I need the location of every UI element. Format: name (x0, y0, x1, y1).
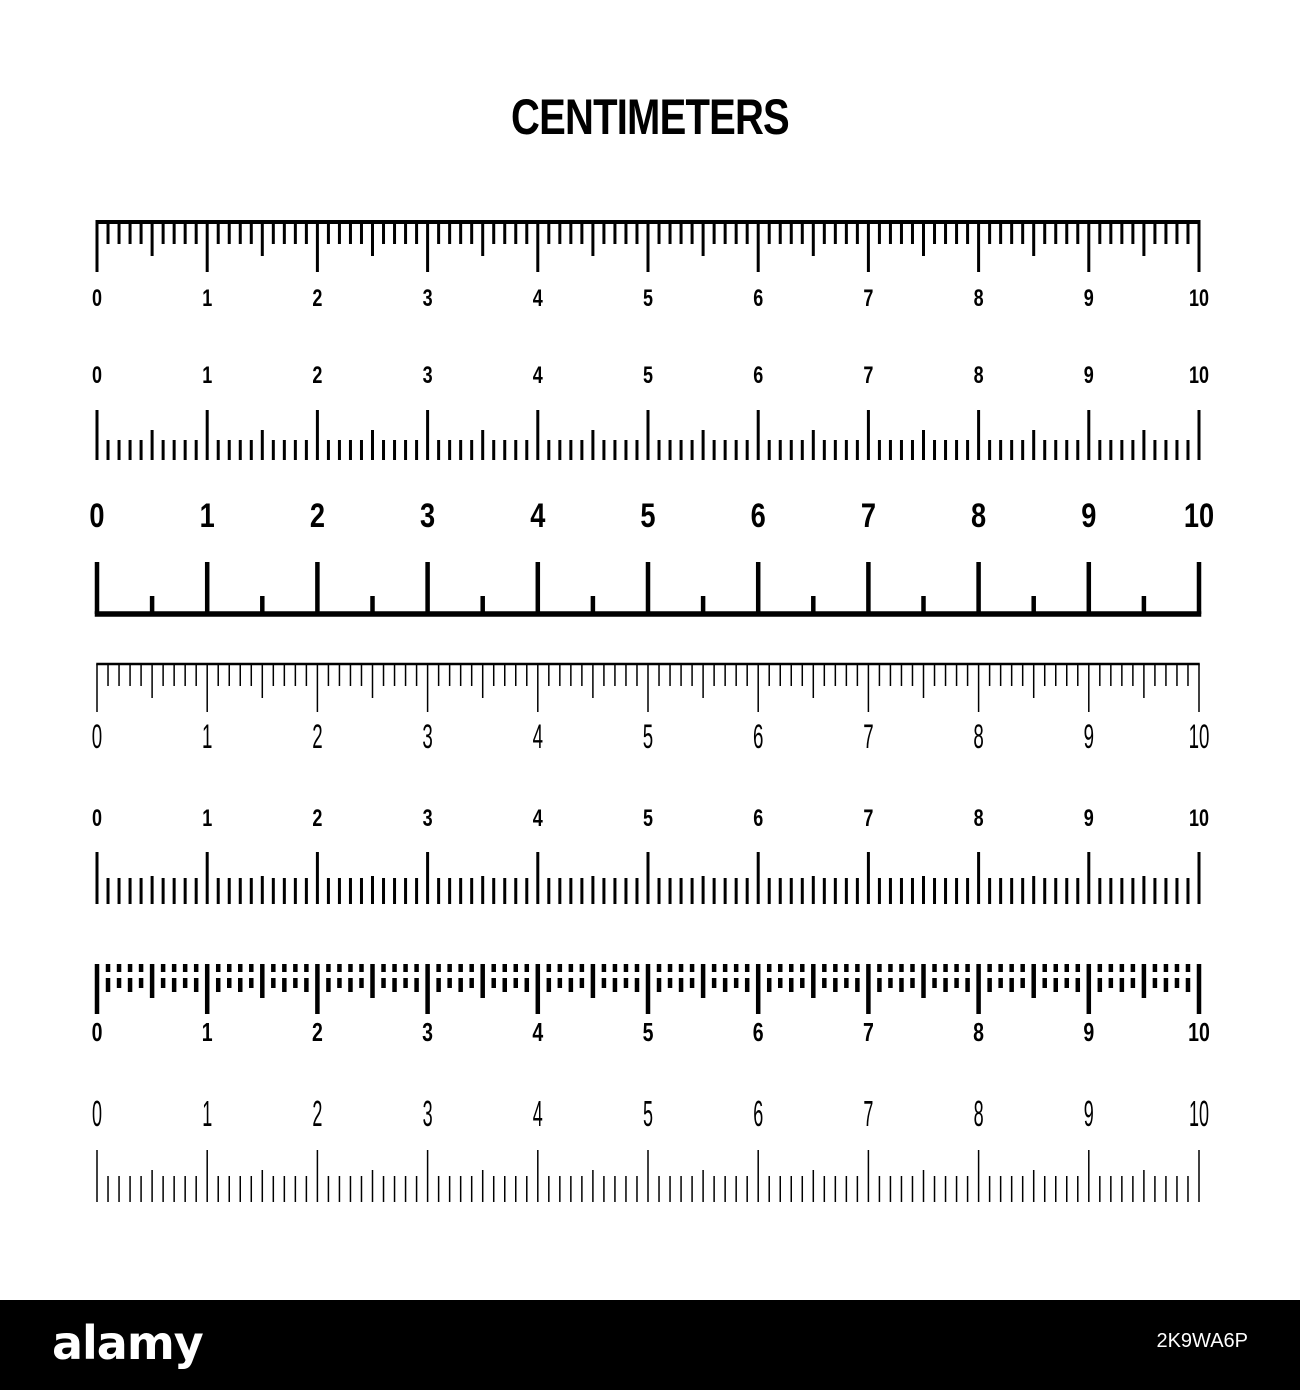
ruler-3-label: 9 (1081, 496, 1097, 535)
ruler-5-label: 4 (532, 805, 543, 832)
ruler-6-label: 3 (422, 1017, 434, 1047)
ruler-4-label: 3 (422, 717, 433, 756)
ruler-4-label: 7 (863, 717, 874, 756)
ruler-6-label: 6 (752, 1017, 764, 1047)
ruler-4 (92, 664, 1210, 755)
ruler-7-label: 7 (863, 1094, 874, 1135)
ruler-7-label: 0 (91, 1094, 103, 1135)
ruler-3-label: 10 (1183, 496, 1215, 535)
ruler-5 (92, 806, 1209, 904)
ruler-1-label: 2 (312, 285, 323, 312)
ruler-4-label: 6 (752, 717, 764, 756)
ruler-4-label: 8 (973, 717, 984, 756)
ruler-7-label: 10 (1188, 1094, 1210, 1135)
ruler-2-label: 0 (91, 362, 103, 389)
ruler-4-label: 2 (312, 717, 323, 756)
ruler-5-label: 6 (753, 805, 764, 832)
ruler-1-label: 1 (202, 285, 213, 312)
ruler-3-label: 6 (750, 496, 766, 535)
ruler-3-label: 0 (89, 496, 105, 535)
ruler-3-label: 3 (420, 496, 436, 535)
ruler-7-label: 9 (1083, 1094, 1094, 1135)
ruler-6-label: 0 (91, 1017, 103, 1047)
ruler-3-label: 5 (640, 496, 656, 535)
ruler-1-label: 0 (91, 285, 103, 312)
ruler-5-label: 5 (642, 805, 654, 832)
ruler-5-label: 0 (91, 805, 103, 832)
ruler-6-label: 4 (532, 1017, 544, 1047)
ruler-1-label: 5 (642, 285, 654, 312)
ruler-3-label: 7 (860, 496, 876, 535)
ruler-2-label: 8 (973, 362, 984, 389)
ruler-1-label: 8 (973, 285, 984, 312)
ruler-6-label: 5 (642, 1017, 654, 1047)
ruler-6-label: 10 (1188, 1017, 1210, 1047)
ruler-6-label: 7 (862, 1017, 874, 1047)
ruler-2-label: 6 (753, 362, 764, 389)
ruler-4-label: 9 (1083, 717, 1095, 756)
ruler-2-label: 2 (312, 362, 323, 389)
ruler-5-label: 9 (1083, 805, 1094, 832)
ruler-1-label: 3 (422, 285, 433, 312)
ruler-3-label: 4 (530, 496, 546, 535)
ruler-1-label: 10 (1188, 285, 1210, 312)
ruler-7 (92, 1094, 1209, 1202)
ruler-2-label: 5 (642, 362, 654, 389)
ruler-6-label: 8 (973, 1017, 985, 1047)
ruler-7-label: 3 (422, 1094, 433, 1135)
ruler-7-label: 1 (202, 1094, 213, 1135)
ruler-4-label: 1 (201, 717, 213, 756)
image-id: 2K9WA6P (1156, 1330, 1248, 1352)
ruler-4-label: 10 (1188, 717, 1210, 756)
ruler-4-label: 5 (642, 717, 654, 756)
ruler-5-label: 3 (422, 805, 433, 832)
ruler-5-label: 10 (1188, 805, 1210, 832)
ruler-3-label: 8 (971, 496, 987, 535)
ruler-7-label: 5 (642, 1094, 654, 1135)
ruler-7-label: 8 (973, 1094, 984, 1135)
brand-logo: alamy (52, 1316, 203, 1370)
ruler-2-label: 4 (532, 362, 543, 389)
ruler-2-label: 10 (1188, 362, 1210, 389)
ruler-6-label: 2 (311, 1017, 323, 1047)
ruler-3-label: 2 (309, 496, 325, 535)
ruler-3-label: 1 (199, 496, 215, 535)
ruler-2-label: 1 (202, 362, 213, 389)
ruler-2 (92, 363, 1209, 460)
ruler-4-label: 0 (91, 717, 103, 756)
ruler-7-label: 4 (532, 1094, 543, 1135)
ruler-7-label: 2 (312, 1094, 323, 1135)
page-title: CENTIMETERS (511, 89, 789, 145)
ruler-4-label: 4 (532, 717, 544, 756)
ruler-5-label: 8 (973, 805, 984, 832)
ruler-5-label: 7 (863, 805, 874, 832)
ruler-1-label: 6 (753, 285, 764, 312)
ruler-2-label: 3 (422, 362, 433, 389)
ruler-1-label: 9 (1083, 285, 1094, 312)
ruler-5-label: 2 (312, 805, 323, 832)
ruler-1 (92, 222, 1209, 312)
ruler-6-label: 1 (201, 1017, 213, 1047)
ruler-3 (89, 496, 1214, 614)
ruler-6-label: 9 (1083, 1017, 1095, 1047)
ruler-1-label: 7 (863, 285, 874, 312)
ruler-5-label: 1 (202, 805, 213, 832)
ruler-2-label: 7 (863, 362, 874, 389)
ruler-1-label: 4 (532, 285, 543, 312)
ruler-7-label: 6 (753, 1094, 764, 1135)
ruler-2-label: 9 (1083, 362, 1094, 389)
ruler-6 (92, 964, 1210, 1047)
